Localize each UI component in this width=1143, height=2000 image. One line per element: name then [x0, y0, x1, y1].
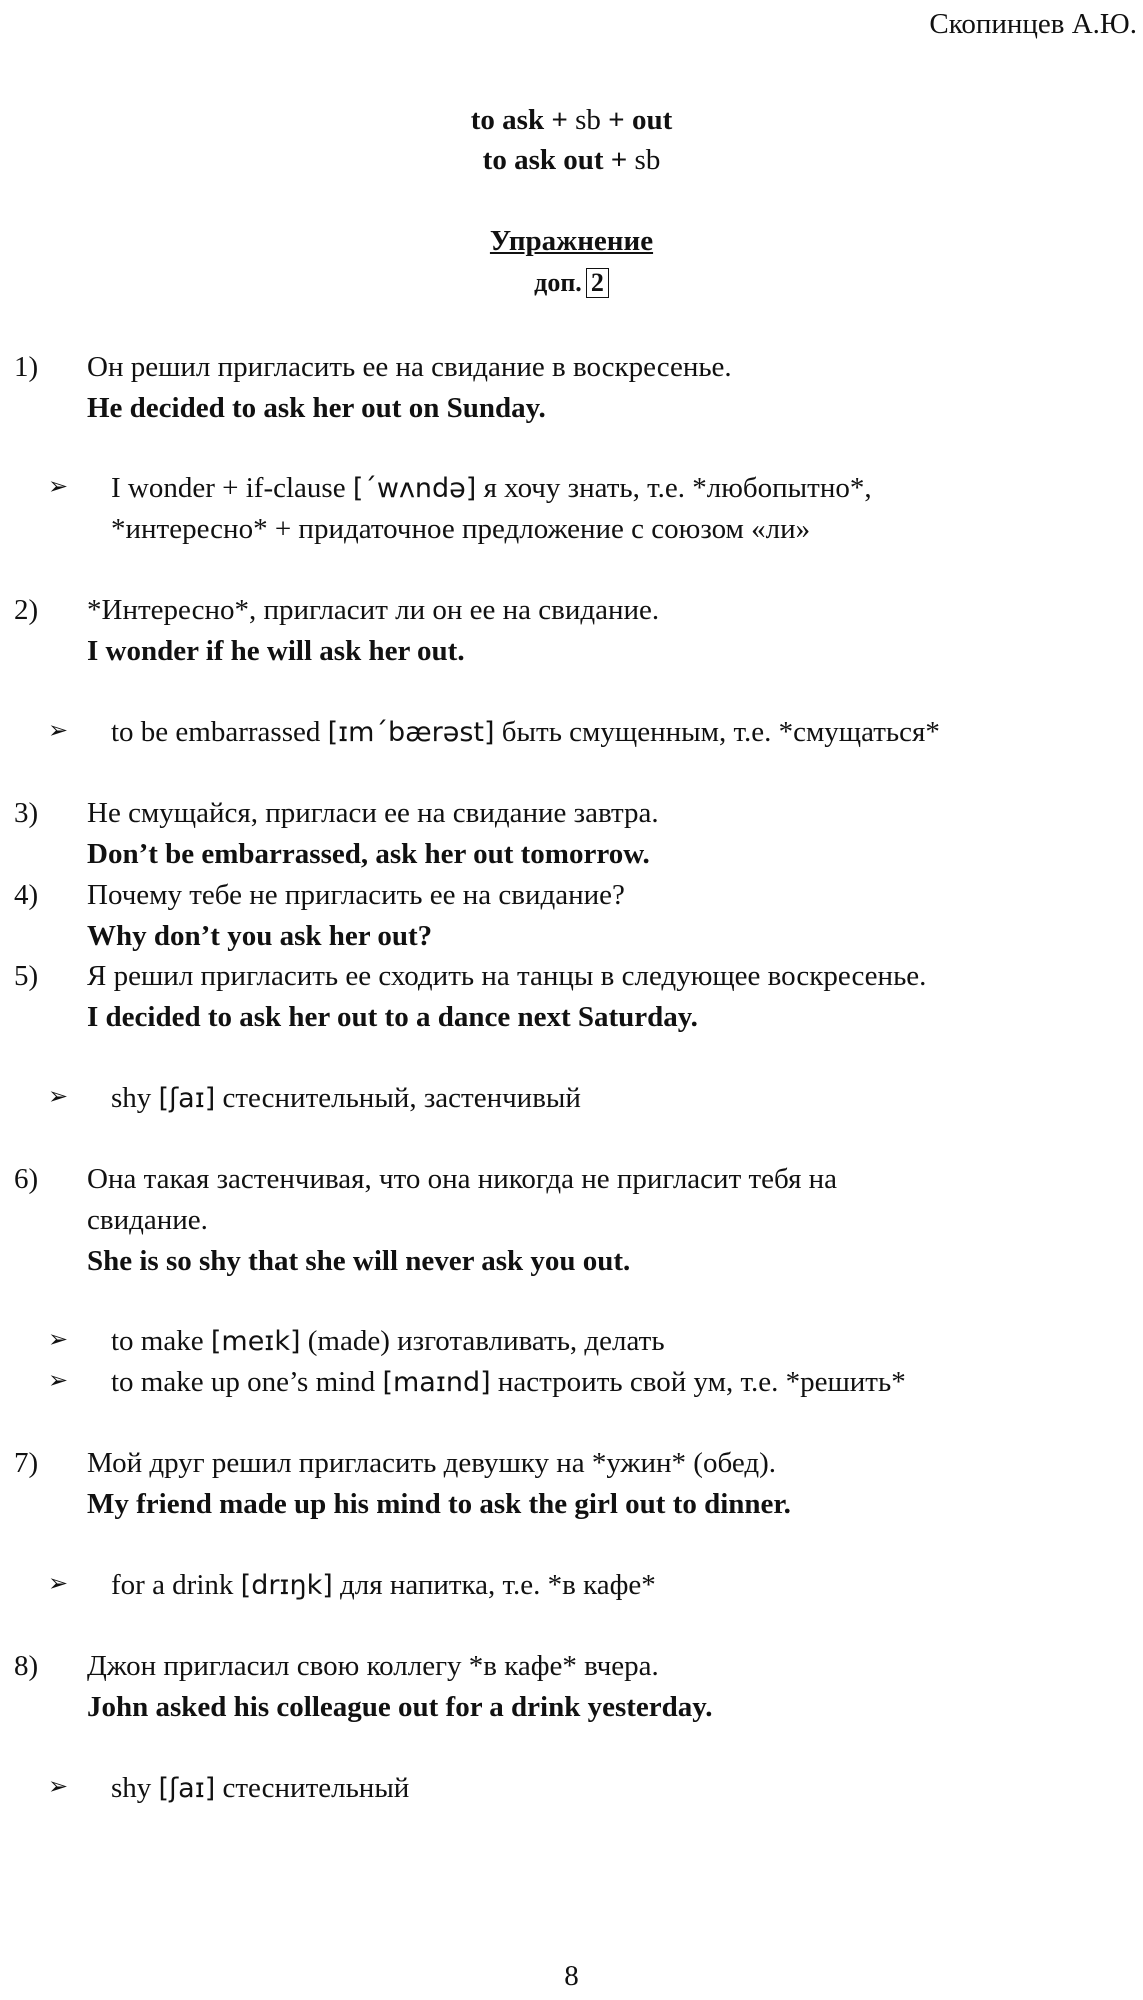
item-number: 1): [14, 351, 39, 383]
formula-verb: to ask out: [482, 144, 604, 176]
item-number: 6): [14, 1163, 39, 1195]
item-number: 5): [14, 960, 39, 992]
english-translation: I decided to ask her out to a dance next Saturday.: [87, 1001, 698, 1033]
vocab-line: [111, 1569, 656, 1602]
vocab-meaning: для напитка, т.е. *в кафе*: [332, 1569, 656, 1601]
vocab-meaning: я хочу знать, т.е. *любопытно*,: [476, 472, 872, 504]
vocab-meaning: стеснительный: [215, 1772, 410, 1804]
vocab-transcription: [ɪmˊbærəst]: [327, 717, 495, 748]
arrow-bullet-icon: ➢: [48, 472, 69, 500]
vocab-meaning: (made) изготавливать, делать: [300, 1325, 665, 1357]
english-translation: John asked his colleague out for a drink yesterday.: [87, 1691, 713, 1723]
russian-sentence: Он решил пригласить ее на свидание в воскресенье.: [87, 351, 732, 383]
formula-particle: out: [631, 104, 673, 136]
vocab-line: [111, 1366, 906, 1399]
formula-plus: +: [603, 144, 635, 176]
arrow-bullet-icon: ➢: [48, 1366, 69, 1394]
russian-sentence: *Интересно*, пригласит ли он ее на свидание.: [87, 594, 660, 626]
russian-sentence: Я решил пригласить ее сходить на танцы в следующее воскресенье.: [87, 960, 927, 992]
vocab-line: [111, 716, 940, 749]
arrow-bullet-icon: ➢: [48, 1569, 69, 1597]
vocab-term: for a drink: [111, 1569, 241, 1601]
russian-sentence: Почему тебе не пригласить ее на свидание?: [87, 879, 625, 911]
arrow-bullet-icon: ➢: [48, 716, 69, 744]
formula-plus: +: [544, 104, 576, 136]
formula-line-1: [0, 104, 1143, 137]
formula-plus: +: [600, 104, 632, 136]
russian-sentence: Джон пригласил свою коллегу *в кафе* вчера.: [87, 1650, 659, 1682]
vocab-meaning: настроить свой ум, т.е. *решить*: [490, 1366, 906, 1398]
vocab-transcription: [ˊwʌndə]: [352, 473, 477, 504]
english-translation: He decided to ask her out on Sunday.: [87, 392, 546, 424]
english-translation: I wonder if he will ask her out.: [87, 635, 465, 667]
vocab-transcription: [ʃaɪ]: [158, 1773, 216, 1804]
item-number: 7): [14, 1447, 39, 1479]
vocab-term: shy: [111, 1082, 159, 1114]
formula-object: sb: [575, 104, 601, 136]
russian-sentence: Мой друг решил пригласить девушку на *ужин* (обед).: [87, 1447, 776, 1479]
vocab-line: [111, 1325, 665, 1358]
vocab-meaning-continued: *интересно* + придаточное предложение с союзом «ли»: [111, 513, 811, 545]
english-translation: Don’t be embarrassed, ask her out tomorrow.: [87, 838, 650, 870]
formula-object: sb: [634, 144, 661, 176]
vocab-transcription: [ʃaɪ]: [158, 1083, 216, 1114]
arrow-bullet-icon: ➢: [48, 1082, 69, 1110]
formula-verb: to ask: [470, 104, 545, 136]
vocab-term: to make: [111, 1325, 211, 1357]
exercise-number: 2: [586, 268, 609, 298]
vocab-line: [111, 472, 872, 505]
english-translation: Why don’t you ask her out?: [87, 920, 433, 952]
arrow-bullet-icon: ➢: [48, 1325, 69, 1353]
item-number: 4): [14, 879, 39, 911]
vocab-term: shy: [111, 1772, 159, 1804]
item-number: 2): [14, 594, 39, 626]
vocab-term: to be embarrassed: [111, 716, 328, 748]
english-translation: My friend made up his mind to ask the girl out to dinner.: [87, 1488, 791, 1520]
formula-line-2: [0, 144, 1143, 177]
item-number: 3): [14, 797, 39, 829]
exercise-subtitle: [0, 268, 1143, 298]
page-number: 8: [564, 1960, 579, 1992]
exercise-title: Упражнение: [489, 225, 654, 257]
arrow-bullet-icon: ➢: [48, 1772, 69, 1800]
russian-sentence: Она такая застенчивая, что она никогда не пригласит тебя на: [87, 1163, 838, 1195]
vocab-line: [111, 1082, 581, 1115]
vocab-meaning: быть смущенным, т.е. *смущаться*: [494, 716, 940, 748]
vocab-transcription: [maɪnd]: [382, 1367, 491, 1398]
vocab-line: [111, 1772, 409, 1805]
author-name: Скопинцев А.Ю.: [929, 8, 1137, 40]
vocab-transcription: [drɪŋk]: [240, 1570, 333, 1601]
exercise-sub-label: доп.: [534, 268, 582, 297]
vocab-term: to make up one’s mind: [111, 1366, 383, 1398]
item-number: 8): [14, 1650, 39, 1682]
russian-sentence: Не смущайся, пригласи ее на свидание завтра.: [87, 797, 659, 829]
vocab-term: I wonder + if-clause: [111, 472, 353, 504]
russian-sentence-continued: свидание.: [87, 1204, 208, 1236]
english-translation: She is so shy that she will never ask you out.: [87, 1245, 631, 1277]
vocab-meaning: стеснительный, застенчивый: [215, 1082, 581, 1114]
vocab-transcription: [meɪk]: [210, 1326, 301, 1357]
